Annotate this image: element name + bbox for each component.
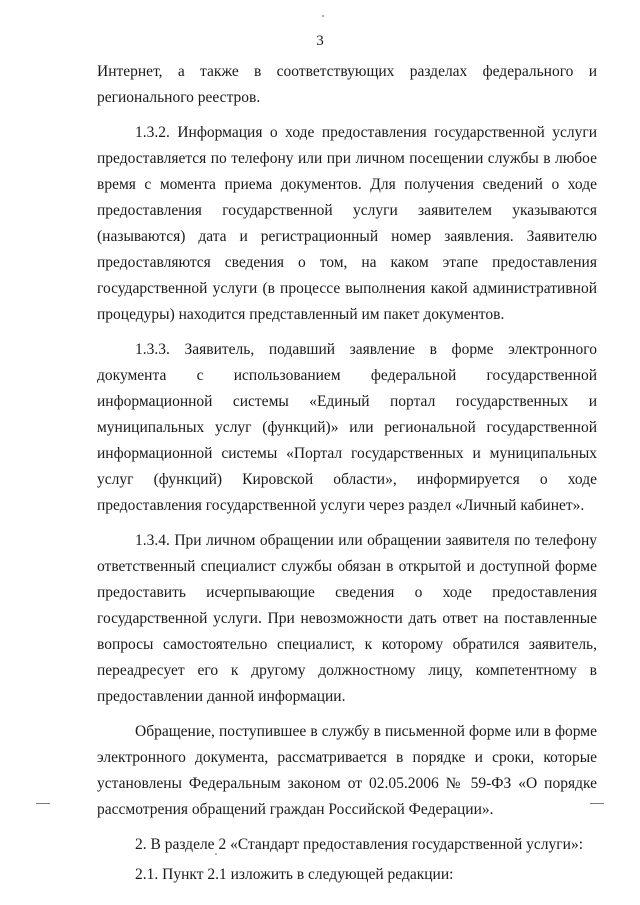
paragraph-1-3-3: 1.3.3. Заявитель, подавший заявление в форме электронного документа с использованием федеральной государственной информационной системы «Единый портал государственных и муниципальных услуг (функций)» или региональной государственной информационной системы «Портал государственных и муниципальных услуг (функций) Кировской области», информируется о ходе предоставления государственной услуги через раздел «Личный кабинет». — [97, 341, 597, 514]
scan-margin-mark-left — [36, 803, 50, 804]
paragraph-appeal: Обращение, поступившее в службу в письменной форме или в форме электронного документа, рассматривается в порядке и сроки, которые установлены Федеральным законом от 02.05.2006 № 59-ФЗ «О порядке рассмотрения обращений граждан Российской Федерации». — [97, 723, 597, 818]
scan-speck — [322, 15, 324, 17]
paragraph-1-3-4: 1.3.4. При личном обращении или обращении заявителя по телефону ответственный специалист службы обязан в открытой и доступной форме предоставить исчерпывающие сведения о ходе предоставления государственной услуги. При невозможности дать ответ на поставленные вопросы самостоятельно специалист, к которому обратился заявитель, переадресует его к другому должностному лицу, компетентному в предоставлении данной информации. — [97, 532, 597, 705]
page-number: 3 — [316, 33, 324, 49]
paragraph-continuation: Интернет, а также в соответствующих разделах федерального и регионального реестров. — [97, 63, 597, 106]
paragraph-2-1: 2.1. Пункт 2.1 изложить в следующей редакции: — [135, 866, 454, 883]
document-body — [97, 59, 597, 888]
scan-margin-mark-right — [590, 803, 604, 804]
paragraph-section-2: 2. В разделе 2 «Стандарт предоставления государственной услуги»: — [135, 836, 584, 853]
scan-speck — [215, 853, 217, 855]
paragraph-1-3-2: 1.3.2. Информация о ходе предоставления государственной услуги предоставляется по телефону или при личном посещении службы в любое время с момента приема документов. Для получения сведений о ходе предоставления государственной услуги заявителем указываются (называются) дата и регистрационный номер заявления. Заявителю предоставляются сведения о том, на каком этапе предоставления государственной услуги (в процессе выполнения какой административной процедуры) находится представленный им пакет документов. — [97, 124, 597, 323]
